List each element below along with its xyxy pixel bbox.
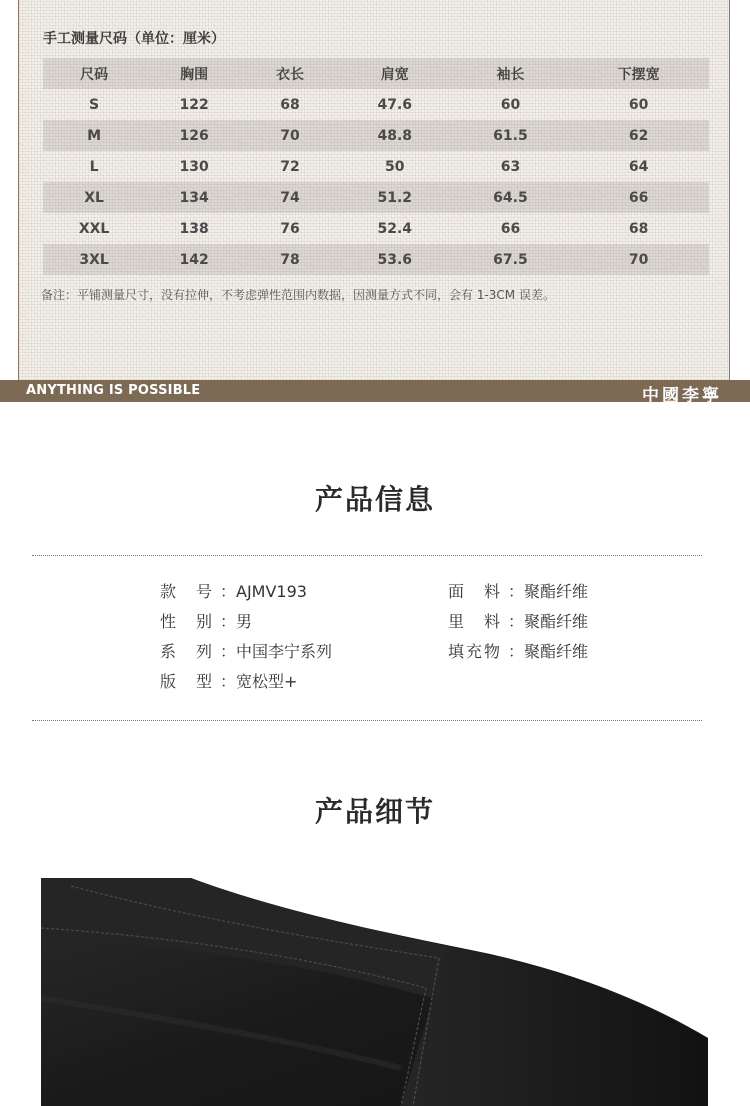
table-cell: L	[89, 158, 99, 175]
jacket-shoulder-image	[41, 878, 708, 1106]
info-item-gender	[160, 611, 252, 633]
table-cell: 48.8	[377, 127, 413, 144]
size-chart-header-row	[43, 58, 709, 89]
table-cell: 74	[280, 189, 300, 206]
info-colon: ：	[508, 642, 525, 661]
table-cell: 67.5	[493, 251, 528, 268]
brand-logo: 中國李寧	[642, 386, 722, 406]
table-cell: XL	[84, 189, 104, 206]
table-cell: 68	[280, 96, 300, 113]
col-header-length: 衣长	[276, 66, 304, 83]
table-cell: M	[87, 127, 102, 144]
info-item-style-number	[160, 581, 307, 603]
table-row	[43, 182, 709, 213]
info-value: AJMV193	[236, 582, 307, 601]
info-colon: ：	[220, 672, 237, 691]
col-header-shoulder: 肩宽	[380, 66, 409, 83]
table-cell: 76	[280, 220, 300, 237]
info-value: 聚酯纤维	[524, 612, 589, 631]
info-label: 款 号	[160, 582, 215, 601]
table-cell: 142	[179, 251, 209, 268]
table-cell: 70	[280, 127, 300, 144]
size-chart-note: 备注：平铺测量尺寸，没有拉伸，不考虑弹性范围内数据，因测量方式不同，会有 1-3CM 误差。	[41, 288, 555, 302]
info-label: 版 型	[160, 672, 215, 691]
info-label: 面 料	[448, 582, 503, 601]
info-colon: ：	[508, 612, 525, 631]
info-colon: ：	[508, 582, 525, 601]
info-item-lining	[448, 611, 588, 633]
size-chart-panel	[18, 0, 730, 380]
table-cell: 60	[500, 96, 521, 113]
table-cell: 130	[179, 158, 209, 175]
divider-bottom	[32, 720, 702, 721]
table-cell: 70	[628, 251, 649, 268]
table-row	[43, 89, 709, 120]
info-colon: ：	[220, 642, 237, 661]
info-item-series	[160, 641, 332, 663]
info-value: 中国李宁系列	[236, 642, 333, 661]
table-cell: 60	[628, 96, 649, 113]
table-cell: XXL	[78, 220, 110, 237]
col-header-chest: 胸围	[180, 66, 209, 83]
table-row	[43, 120, 709, 151]
info-value: 聚酯纤维	[524, 582, 589, 601]
table-cell: 51.2	[377, 189, 413, 206]
info-value: 男	[236, 612, 253, 631]
brand-slogan: ANYTHING IS POSSIBLE	[26, 383, 201, 398]
info-label: 里 料	[448, 612, 503, 631]
info-value: 聚酯纤维	[524, 642, 589, 661]
table-cell: 134	[179, 189, 209, 206]
table-row	[43, 213, 709, 244]
table-cell: 78	[280, 251, 300, 268]
table-cell: 126	[179, 127, 209, 144]
divider-top	[32, 555, 702, 556]
table-cell: 47.6	[377, 96, 413, 113]
product-info-heading: 产品信息	[314, 483, 435, 516]
info-value: 宽松型+	[236, 672, 298, 691]
size-chart-table	[43, 58, 709, 275]
table-row	[43, 244, 709, 275]
col-header-sleeve: 袖长	[496, 66, 525, 83]
info-colon: ：	[220, 612, 237, 631]
info-label: 填充物	[448, 642, 503, 661]
info-colon: ：	[220, 582, 237, 601]
table-cell: 52.4	[377, 220, 413, 237]
table-cell: 63	[500, 158, 521, 175]
table-row	[43, 151, 709, 182]
table-cell: 68	[628, 220, 649, 237]
info-label: 性 别	[160, 612, 215, 631]
col-header-hem: 下摆宽	[617, 66, 660, 83]
info-item-filling	[448, 641, 588, 663]
table-cell: 3XL	[79, 251, 109, 268]
info-item-fit	[160, 671, 297, 693]
table-cell: 66	[500, 220, 521, 237]
product-detail-heading: 产品细节	[314, 795, 435, 828]
info-item-fabric	[448, 581, 588, 603]
table-cell: 64	[628, 158, 649, 175]
table-cell: 66	[628, 189, 649, 206]
info-label: 系 列	[160, 642, 215, 661]
brand-bar	[0, 380, 750, 406]
table-cell: 53.6	[377, 251, 413, 268]
detail-photo	[41, 878, 708, 1106]
table-cell: 61.5	[493, 127, 528, 144]
table-cell: 50	[385, 158, 405, 175]
table-cell: 64.5	[493, 189, 528, 206]
size-chart-title: 手工测量尺码（单位：厘米）	[43, 31, 225, 47]
table-cell: 72	[280, 158, 300, 175]
table-cell: 122	[179, 96, 209, 113]
table-cell: 62	[628, 127, 649, 144]
table-cell: S	[89, 96, 100, 113]
table-cell: 138	[179, 220, 209, 237]
col-header-size: 尺码	[80, 66, 109, 83]
